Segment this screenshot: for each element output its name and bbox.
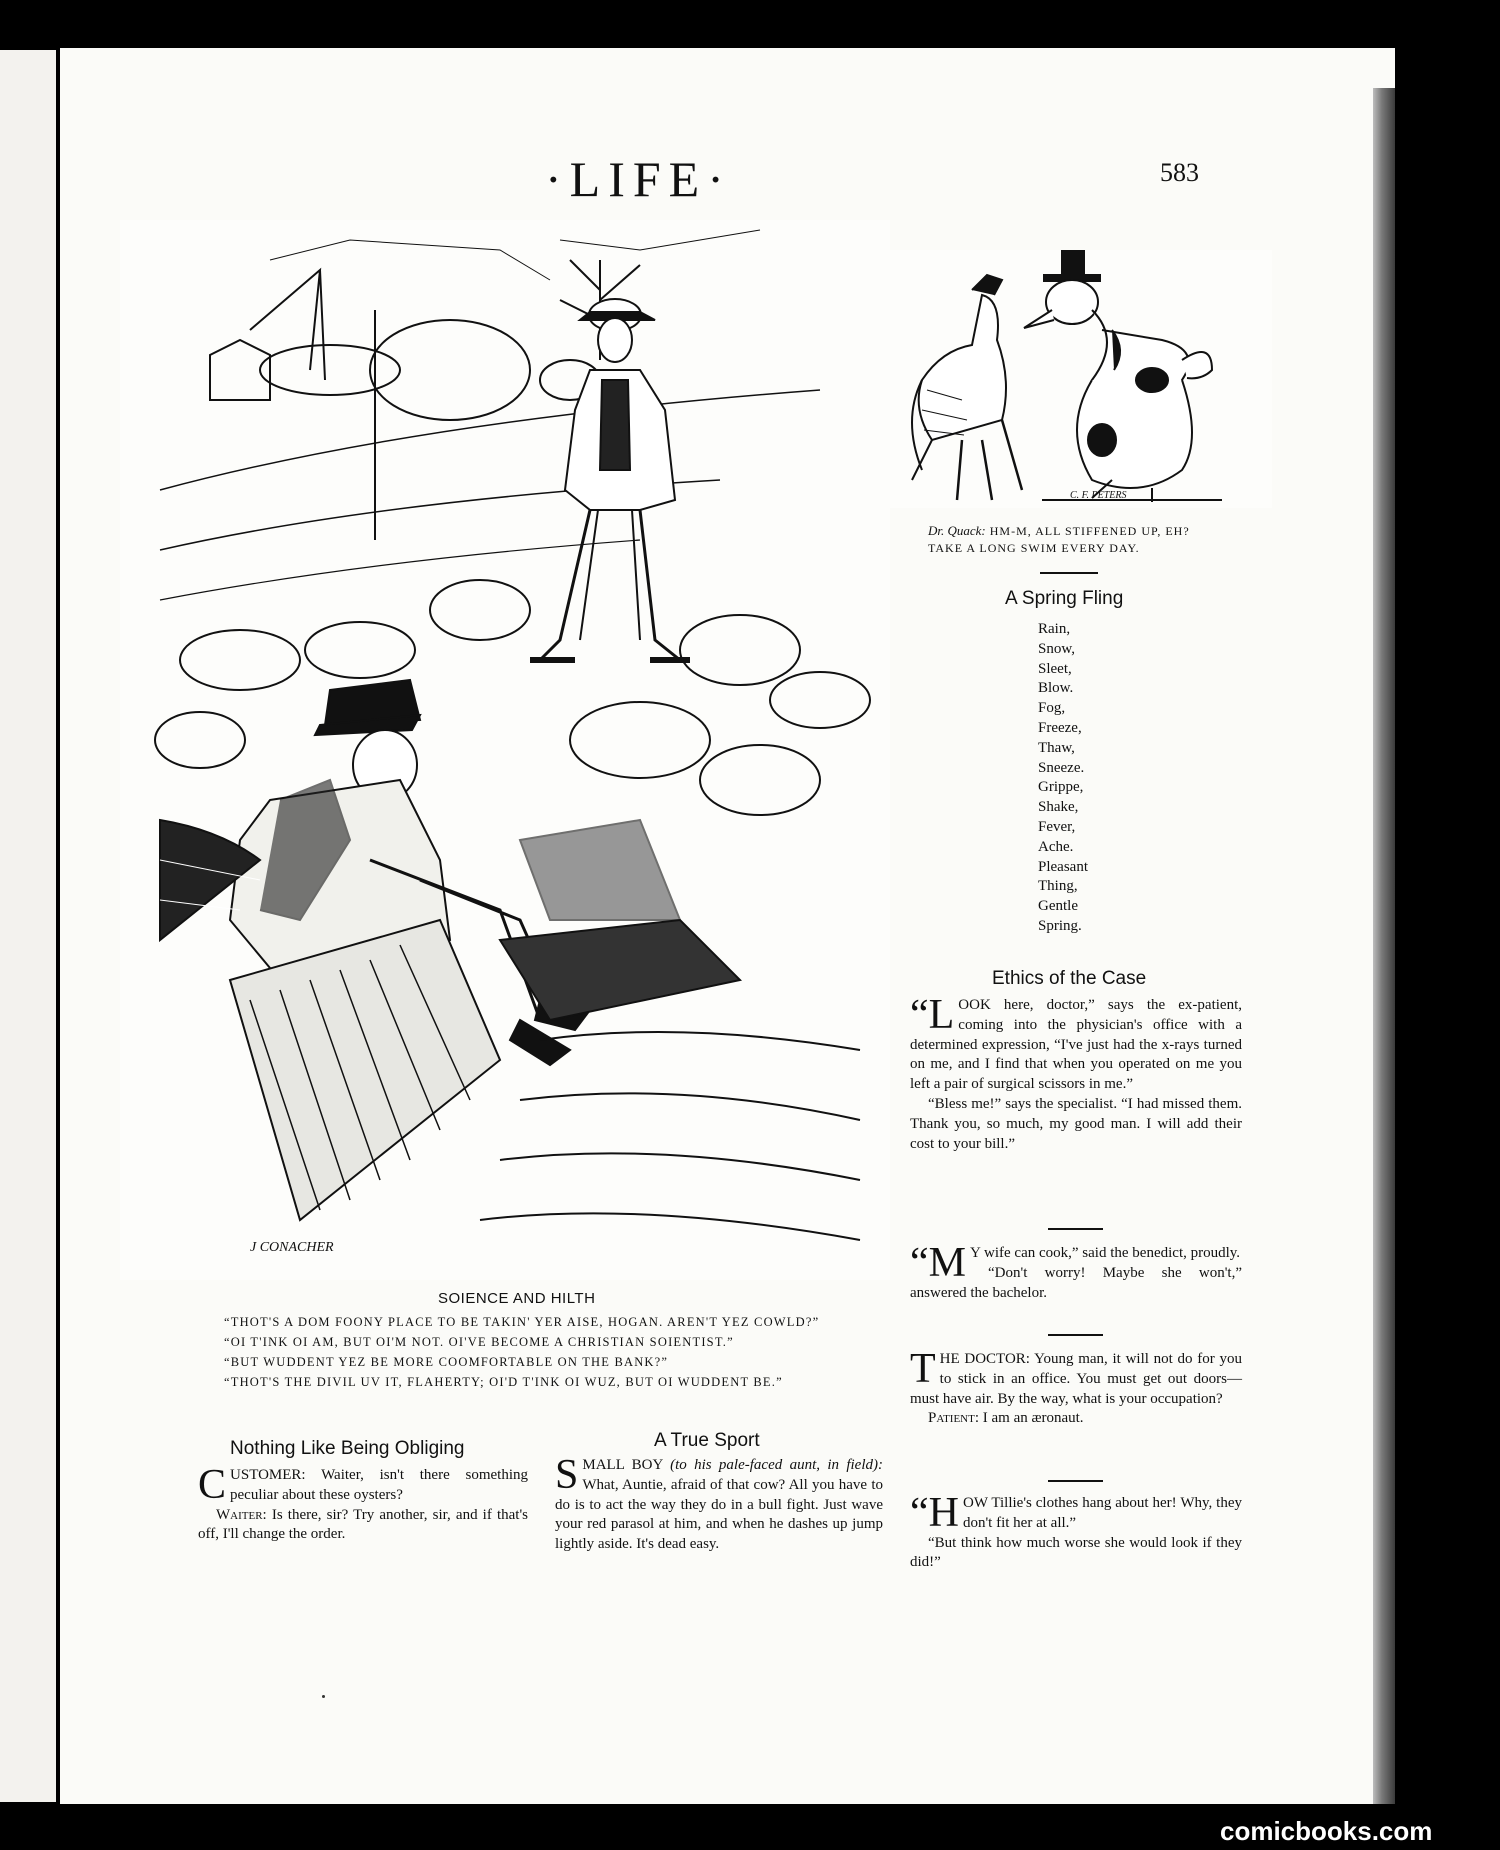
- poem-line: Shake,: [1038, 799, 1079, 816]
- page-stack-edge: [1373, 88, 1395, 1804]
- poem-line: Sneeze.: [1038, 759, 1085, 776]
- duck-cartoon-caption: [928, 522, 1253, 557]
- watermark: comicbooks.com: [1220, 1816, 1433, 1846]
- obliging-title: Nothing Like Being Obliging: [230, 1438, 465, 1459]
- duck-caption-speaker: Dr. Quack:: [928, 523, 986, 538]
- poem-line: Grippe,: [1038, 779, 1084, 796]
- sport-drop-cap: S: [555, 1452, 579, 1498]
- tillie-paragraph-1: OW Tillie's clothes hang about her! Why, they don't fit her at all.”: [962, 1495, 1242, 1531]
- poem-line: Fog,: [1038, 700, 1066, 717]
- obliging-drop-cap: C: [198, 1462, 227, 1508]
- page-number: 583: [1160, 158, 1199, 187]
- poem-line: Thing,: [1038, 878, 1078, 895]
- rule-after-ethics: [1048, 1228, 1103, 1230]
- dialogue-line: “THOT'S A DOM FOONY PLACE TO BE TAKIN' YER AISE, HOGAN. AREN'T YEZ COWLD?”: [224, 1315, 820, 1329]
- dialogue-line: “OI T'INK OI AM, BUT OI'M NOT. OI'VE BECOME A CHRISTIAN SOIENTIST.”: [224, 1335, 734, 1349]
- poem-line: Ache.: [1038, 838, 1074, 855]
- wife-joke: [910, 1240, 1242, 1303]
- poem-line: Spring.: [1038, 917, 1082, 934]
- doctor-paragraph-1: HE DOCTOR: Young man, it will not do for you to stick in an office. You must get out doors—must have air. By the way, what is your occupation?: [910, 1351, 1242, 1407]
- ethics-drop-cap: “L: [910, 992, 955, 1038]
- main-cartoon-illustration: [120, 220, 890, 1280]
- doctor-paragraph-2: I am an æronaut.: [982, 1410, 1084, 1427]
- tillie-drop-cap: “H: [910, 1490, 959, 1536]
- duck-caption-line1: HM-M, ALL STIFFENED UP, EH?: [989, 524, 1190, 538]
- poem-line: Pleasant: [1038, 858, 1088, 875]
- sport-lead: MALL BOY: [582, 1457, 663, 1473]
- main-cartoon-dialogue: [198, 1312, 858, 1392]
- duck-cartoon-illustration: [852, 250, 1272, 508]
- ethics-paragraph-2: “Bless me!” says the specialist. “I had missed them. Thank you, so much, my good man. I will add their cost to your bill.”: [910, 1095, 1242, 1152]
- obliging-article: [198, 1462, 528, 1545]
- main-cartoon-title: SOIENCE AND HILTH: [438, 1290, 596, 1307]
- poem-line: Fever,: [1038, 818, 1076, 835]
- poem-line: Rain,: [1038, 621, 1071, 637]
- wife-paragraph-2: “Don't worry! Maybe she won't,” answered the bachelor.: [910, 1264, 1242, 1301]
- dialogue-line: “THOT'S THE DIVIL UV IT, FLAHERTY; OI'D T'INK OI WUZ, BUT OI WUDDENT BE.”: [224, 1375, 783, 1389]
- poem-line: Thaw,: [1038, 739, 1075, 756]
- doctor-drop-cap: T: [910, 1346, 936, 1392]
- duck-caption-line2: TAKE A LONG SWIM EVERY DAY.: [928, 541, 1140, 555]
- tillie-paragraph-2: “But think how much worse she would look if they did!”: [910, 1534, 1242, 1571]
- masthead: ·LIFE·: [545, 151, 732, 207]
- sport-paragraph-1: What, Auntie, afraid of that cow? All you have to do is to act the way they do in a bull fight. Just wave your red parasol at him, and when he dashes up jump lightly aside. It's dead easy.: [555, 1476, 883, 1553]
- main-cartoon-signature: J CONACHER: [250, 1240, 334, 1255]
- wife-paragraph-1: Y wife can cook,” said the benedict, proudly.: [970, 1245, 1241, 1261]
- ethics-article: [910, 992, 1242, 1154]
- obliging-paragraph-1: USTOMER: Waiter, isn't there something peculiar about these oysters?: [230, 1467, 528, 1503]
- ethics-title: Ethics of the Case: [992, 968, 1147, 989]
- rule-after-duck: [1040, 572, 1098, 574]
- rule-after-doctor: [1048, 1480, 1103, 1482]
- sport-title: A True Sport: [654, 1430, 760, 1451]
- wife-drop-cap: “M: [910, 1240, 966, 1286]
- duck-cartoon-signature: C. F. PETERS: [1070, 490, 1127, 501]
- poem-line: Gentle: [1038, 898, 1078, 915]
- waiter-label: Waiter:: [216, 1506, 267, 1523]
- dialogue-line: “BUT WUDDENT YEZ BE MORE COOMFORTABLE ON THE BANK?”: [224, 1355, 669, 1369]
- poem-line: Blow.: [1038, 680, 1074, 697]
- doctor-joke: [910, 1346, 1242, 1429]
- obliging-paragraph-2: Is there, sir? Try another, sir, and if that's off, I'll change the order.: [198, 1506, 528, 1543]
- poem-line: Sleet,: [1038, 660, 1072, 677]
- sport-stage-direction: (to his pale-faced aunt, in field):: [670, 1457, 883, 1473]
- ethics-paragraph-1: OOK here, doctor,” says the ex-patient, coming into the physician's office with a determined expression, “I've just had the x-rays turned on me, and I find that when you operated on me you left a pair of surgical scissors in me.”: [910, 997, 1242, 1093]
- spring-fling-poem: [1038, 620, 1088, 937]
- poem-line: Snow,: [1038, 640, 1075, 657]
- poem-line: Freeze,: [1038, 719, 1082, 736]
- sport-article: [555, 1452, 883, 1555]
- facing-page-edge: [0, 50, 56, 1802]
- page-speck: [322, 1695, 325, 1698]
- tillie-joke: [910, 1490, 1242, 1573]
- spring-fling-title: A Spring Fling: [1005, 588, 1124, 609]
- patient-label: Patient:: [928, 1410, 979, 1427]
- rule-after-wife: [1048, 1334, 1103, 1336]
